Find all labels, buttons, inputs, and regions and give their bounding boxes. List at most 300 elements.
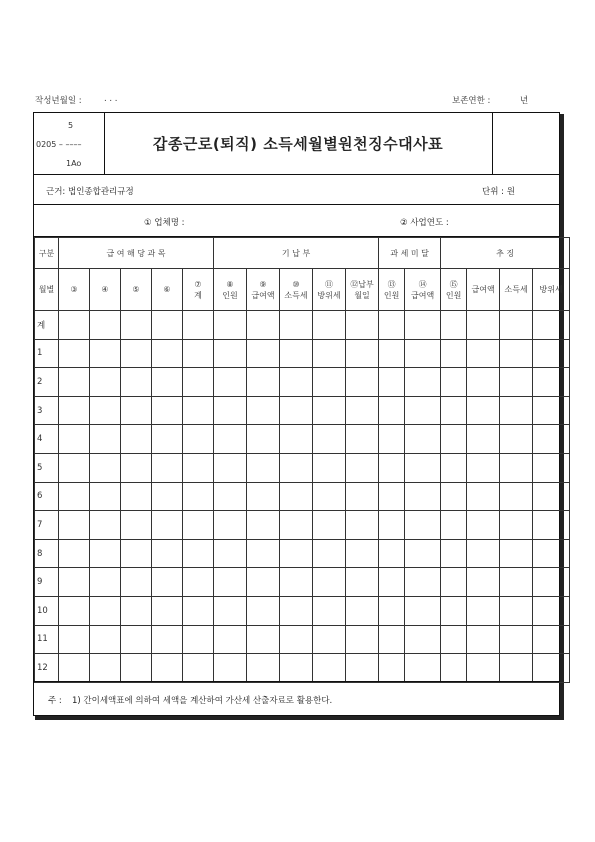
table-cell[interactable] bbox=[183, 368, 214, 397]
table-cell[interactable] bbox=[121, 396, 152, 425]
table-cell[interactable] bbox=[500, 396, 533, 425]
row-month-label: 9 bbox=[35, 568, 59, 597]
table-cell[interactable] bbox=[405, 339, 441, 368]
table-cell[interactable] bbox=[90, 339, 121, 368]
table-cell[interactable] bbox=[379, 453, 405, 482]
sub-header-num: ④ bbox=[101, 285, 109, 294]
table-cell[interactable] bbox=[121, 511, 152, 540]
table-cell[interactable] bbox=[405, 368, 441, 397]
table-cell[interactable] bbox=[313, 368, 346, 397]
table-cell[interactable] bbox=[121, 625, 152, 654]
table-row bbox=[35, 396, 570, 425]
table-cell[interactable] bbox=[346, 596, 379, 625]
sub-header-num: ⑨ bbox=[259, 279, 267, 289]
sub-header-label: 급여액 bbox=[471, 285, 495, 294]
footnote-text: 1) 간이세액표에 의하여 세액을 계산하여 가산세 산출자료로 활용한다. bbox=[72, 696, 333, 706]
table-cell[interactable] bbox=[183, 311, 214, 340]
table-row bbox=[35, 511, 570, 540]
table-cell[interactable] bbox=[405, 654, 441, 683]
table-cell[interactable] bbox=[247, 482, 280, 511]
table-row bbox=[35, 596, 570, 625]
table-cell[interactable] bbox=[152, 425, 183, 454]
table-cell[interactable] bbox=[441, 453, 467, 482]
sub-header-num: ⑭ bbox=[418, 279, 427, 289]
table-cell[interactable] bbox=[313, 596, 346, 625]
collect-header: 추 징 bbox=[441, 238, 570, 269]
table-cell[interactable] bbox=[379, 396, 405, 425]
table-cell[interactable] bbox=[405, 425, 441, 454]
table-cell[interactable] bbox=[500, 339, 533, 368]
row-month-label: 1 bbox=[35, 339, 59, 368]
table-row bbox=[35, 311, 570, 340]
row-month-label: 8 bbox=[35, 539, 59, 568]
form-header bbox=[34, 113, 559, 175]
table-cell[interactable] bbox=[346, 453, 379, 482]
sub-header-label: 계 bbox=[194, 290, 202, 300]
table-cell[interactable] bbox=[379, 654, 405, 683]
table-cell[interactable] bbox=[467, 539, 500, 568]
table-cell[interactable] bbox=[152, 339, 183, 368]
table-cell[interactable] bbox=[313, 625, 346, 654]
table-row bbox=[35, 654, 570, 683]
table-cell[interactable] bbox=[280, 311, 313, 340]
table-cell[interactable] bbox=[441, 539, 467, 568]
table-cell[interactable] bbox=[500, 568, 533, 597]
paid-header: 기 납 부 bbox=[214, 238, 379, 269]
table-cell[interactable] bbox=[90, 396, 121, 425]
table-cell[interactable] bbox=[379, 511, 405, 540]
unit-text: 단위 : 원 bbox=[482, 187, 515, 197]
table-cell[interactable] bbox=[152, 654, 183, 683]
retention-label: 보존연한 : bbox=[452, 96, 491, 106]
table-cell[interactable] bbox=[533, 339, 570, 368]
row-month-label: 11 bbox=[35, 625, 59, 654]
table-cell[interactable] bbox=[405, 511, 441, 540]
table-cell[interactable] bbox=[183, 425, 214, 454]
table-cell[interactable] bbox=[214, 482, 247, 511]
sub-header-12 bbox=[405, 269, 441, 311]
table-cell[interactable] bbox=[59, 425, 90, 454]
table-cell[interactable] bbox=[467, 425, 500, 454]
table-cell[interactable] bbox=[280, 568, 313, 597]
withholding-table bbox=[34, 237, 570, 683]
table-cell[interactable] bbox=[121, 596, 152, 625]
table-cell[interactable] bbox=[90, 568, 121, 597]
row-month-label: 7 bbox=[35, 511, 59, 540]
table-cell[interactable] bbox=[280, 368, 313, 397]
table-cell[interactable] bbox=[247, 339, 280, 368]
form-sheet bbox=[33, 112, 563, 716]
footnote-prefix: 주 : bbox=[48, 696, 62, 706]
table-cell[interactable] bbox=[90, 453, 121, 482]
table-cell[interactable] bbox=[214, 368, 247, 397]
table-cell[interactable] bbox=[441, 311, 467, 340]
form-code-box bbox=[34, 113, 105, 174]
table-cell[interactable] bbox=[280, 339, 313, 368]
table-row bbox=[35, 453, 570, 482]
table-cell[interactable] bbox=[280, 654, 313, 683]
table-cell[interactable] bbox=[313, 339, 346, 368]
table-cell[interactable] bbox=[90, 425, 121, 454]
table-cell[interactable] bbox=[313, 482, 346, 511]
info-row bbox=[34, 205, 559, 237]
table-cell[interactable] bbox=[467, 596, 500, 625]
table-cell[interactable] bbox=[405, 596, 441, 625]
table-cell[interactable] bbox=[214, 311, 247, 340]
sub-header-label: 급여액 bbox=[251, 290, 275, 300]
table-cell[interactable] bbox=[183, 482, 214, 511]
table-cell[interactable] bbox=[441, 654, 467, 683]
table-cell[interactable] bbox=[500, 368, 533, 397]
approval-box bbox=[492, 113, 559, 174]
table-cell[interactable] bbox=[121, 568, 152, 597]
table-cell[interactable] bbox=[183, 396, 214, 425]
sub-header-7 bbox=[247, 269, 280, 311]
table-row bbox=[35, 425, 570, 454]
sub-header-1 bbox=[59, 269, 90, 311]
sub-header-num: ⑫납부 bbox=[350, 279, 374, 289]
sub-header-num: ③ bbox=[70, 285, 78, 294]
table-cell[interactable] bbox=[280, 596, 313, 625]
sub-header-num: ⑬ bbox=[387, 279, 396, 289]
table-cell[interactable] bbox=[379, 596, 405, 625]
table-cell[interactable] bbox=[214, 596, 247, 625]
table-cell[interactable] bbox=[280, 425, 313, 454]
table-cell[interactable] bbox=[152, 596, 183, 625]
table-cell[interactable] bbox=[152, 453, 183, 482]
sub-header-9 bbox=[313, 269, 346, 311]
sub-header-16 bbox=[533, 269, 570, 311]
table-cell[interactable] bbox=[467, 368, 500, 397]
table-cell[interactable] bbox=[121, 339, 152, 368]
table-cell[interactable] bbox=[59, 339, 90, 368]
created-date-label: 작성년월일 : bbox=[35, 96, 82, 106]
table-cell[interactable] bbox=[121, 311, 152, 340]
table-cell[interactable] bbox=[346, 311, 379, 340]
table-cell[interactable] bbox=[59, 368, 90, 397]
table-row bbox=[35, 339, 570, 368]
row-month-label: 계 bbox=[35, 311, 59, 340]
sub-header-8 bbox=[280, 269, 313, 311]
table-cell[interactable] bbox=[214, 425, 247, 454]
table-cell[interactable] bbox=[533, 596, 570, 625]
sub-header-num: ⑮ bbox=[449, 279, 458, 289]
table-cell[interactable] bbox=[183, 654, 214, 683]
table-cell[interactable] bbox=[247, 539, 280, 568]
table-cell[interactable] bbox=[533, 625, 570, 654]
table-cell[interactable] bbox=[533, 511, 570, 540]
sub-header-num: ⑦ bbox=[194, 279, 202, 289]
sub-header-4 bbox=[152, 269, 183, 311]
table-cell[interactable] bbox=[183, 339, 214, 368]
table-row bbox=[35, 482, 570, 511]
year-label: ② 사업연도 : bbox=[400, 218, 449, 228]
table-cell[interactable] bbox=[280, 482, 313, 511]
table-cell[interactable] bbox=[247, 396, 280, 425]
table-cell[interactable] bbox=[90, 539, 121, 568]
table-row bbox=[35, 568, 570, 597]
table-cell[interactable] bbox=[59, 482, 90, 511]
retention-unit: 년 bbox=[520, 96, 529, 106]
table-cell[interactable] bbox=[214, 568, 247, 597]
table-cell[interactable] bbox=[533, 539, 570, 568]
table-cell[interactable] bbox=[247, 368, 280, 397]
table-cell[interactable] bbox=[90, 511, 121, 540]
table-cell[interactable] bbox=[379, 568, 405, 597]
table-cell[interactable] bbox=[280, 453, 313, 482]
sub-header-label: 월일 bbox=[354, 290, 370, 300]
table-cell[interactable] bbox=[346, 396, 379, 425]
table-cell[interactable] bbox=[280, 511, 313, 540]
table-cell[interactable] bbox=[59, 511, 90, 540]
table-cell[interactable] bbox=[121, 654, 152, 683]
category-header: 구분 bbox=[35, 238, 59, 269]
month-header: 월별 bbox=[35, 269, 59, 311]
table-cell[interactable] bbox=[59, 453, 90, 482]
table-cell[interactable] bbox=[214, 539, 247, 568]
table-cell[interactable] bbox=[533, 396, 570, 425]
sub-header-label: 방위세 bbox=[317, 290, 341, 300]
table-cell[interactable] bbox=[500, 511, 533, 540]
table-cell[interactable] bbox=[500, 625, 533, 654]
row-month-label: 5 bbox=[35, 453, 59, 482]
table-cell[interactable] bbox=[59, 596, 90, 625]
table-cell[interactable] bbox=[59, 654, 90, 683]
table-cell[interactable] bbox=[90, 596, 121, 625]
table-cell[interactable] bbox=[346, 339, 379, 368]
table-cell[interactable] bbox=[183, 625, 214, 654]
table-cell[interactable] bbox=[405, 568, 441, 597]
table-cell[interactable] bbox=[183, 596, 214, 625]
table-cell[interactable] bbox=[346, 511, 379, 540]
row-month-label: 10 bbox=[35, 596, 59, 625]
table-cell[interactable] bbox=[379, 339, 405, 368]
table-cell[interactable] bbox=[152, 311, 183, 340]
table-cell[interactable] bbox=[500, 539, 533, 568]
table-cell[interactable] bbox=[59, 396, 90, 425]
table-cell[interactable] bbox=[379, 311, 405, 340]
table-cell[interactable] bbox=[500, 482, 533, 511]
table-cell[interactable] bbox=[467, 311, 500, 340]
sub-header-label: 인원 bbox=[222, 290, 238, 300]
table-cell[interactable] bbox=[313, 539, 346, 568]
table-cell[interactable] bbox=[152, 625, 183, 654]
table-cell[interactable] bbox=[441, 596, 467, 625]
table-cell[interactable] bbox=[214, 453, 247, 482]
table-cell[interactable] bbox=[152, 482, 183, 511]
table-cell[interactable] bbox=[313, 511, 346, 540]
sub-header-num: ⑩ bbox=[292, 279, 300, 289]
table-cell[interactable] bbox=[152, 396, 183, 425]
sub-header-6 bbox=[214, 269, 247, 311]
table-cell[interactable] bbox=[214, 625, 247, 654]
table-cell[interactable] bbox=[121, 425, 152, 454]
sub-header-10 bbox=[346, 269, 379, 311]
table-cell[interactable] bbox=[467, 654, 500, 683]
sub-header-3 bbox=[121, 269, 152, 311]
table-cell[interactable] bbox=[379, 482, 405, 511]
table-cell[interactable] bbox=[467, 453, 500, 482]
footnote bbox=[34, 681, 559, 716]
table-cell[interactable] bbox=[280, 539, 313, 568]
table-cell[interactable] bbox=[533, 368, 570, 397]
table-cell[interactable] bbox=[247, 568, 280, 597]
table-cell[interactable] bbox=[313, 311, 346, 340]
code-line-1: 5 bbox=[68, 121, 74, 130]
table-cell[interactable] bbox=[152, 539, 183, 568]
table-cell[interactable] bbox=[533, 453, 570, 482]
table-cell[interactable] bbox=[405, 311, 441, 340]
table-cell[interactable] bbox=[467, 511, 500, 540]
table-cell[interactable] bbox=[500, 453, 533, 482]
table-cell[interactable] bbox=[346, 654, 379, 683]
table-cell[interactable] bbox=[346, 482, 379, 511]
code-line-3: 1Ao bbox=[66, 159, 82, 168]
created-date-value: . . . bbox=[104, 94, 118, 104]
row-month-label: 4 bbox=[35, 425, 59, 454]
table-cell[interactable] bbox=[121, 453, 152, 482]
table-cell[interactable] bbox=[379, 425, 405, 454]
sub-header-11 bbox=[379, 269, 405, 311]
table-cell[interactable] bbox=[90, 482, 121, 511]
table-cell[interactable] bbox=[152, 568, 183, 597]
table-cell[interactable] bbox=[90, 625, 121, 654]
table-cell[interactable] bbox=[152, 368, 183, 397]
row-month-label: 12 bbox=[35, 654, 59, 683]
table-cell[interactable] bbox=[247, 425, 280, 454]
table-cell[interactable] bbox=[183, 539, 214, 568]
sub-header-14 bbox=[467, 269, 500, 311]
code-line-2: 0205 – –––– bbox=[36, 140, 82, 149]
table-cell[interactable] bbox=[379, 539, 405, 568]
sub-header-num: ⑥ bbox=[163, 285, 171, 294]
sub-header-num: ⑧ bbox=[226, 279, 234, 289]
sub-header-num: ⑪ bbox=[325, 279, 334, 289]
group-header-row bbox=[35, 238, 570, 269]
table-row bbox=[35, 368, 570, 397]
table-cell[interactable] bbox=[533, 654, 570, 683]
table-cell[interactable] bbox=[441, 339, 467, 368]
table-cell[interactable] bbox=[247, 311, 280, 340]
table-cell[interactable] bbox=[346, 568, 379, 597]
table-cell[interactable] bbox=[441, 482, 467, 511]
table-cell[interactable] bbox=[183, 511, 214, 540]
basis-row bbox=[34, 175, 559, 205]
table-cell[interactable] bbox=[280, 396, 313, 425]
table-cell[interactable] bbox=[346, 625, 379, 654]
table-cell[interactable] bbox=[313, 396, 346, 425]
table-cell[interactable] bbox=[467, 625, 500, 654]
table-cell[interactable] bbox=[500, 596, 533, 625]
table-cell[interactable] bbox=[405, 453, 441, 482]
table-cell[interactable] bbox=[346, 368, 379, 397]
table-cell[interactable] bbox=[441, 396, 467, 425]
sub-header-15 bbox=[500, 269, 533, 311]
table-cell[interactable] bbox=[379, 625, 405, 654]
table-cell[interactable] bbox=[59, 311, 90, 340]
table-cell[interactable] bbox=[467, 339, 500, 368]
row-month-label: 6 bbox=[35, 482, 59, 511]
table-cell[interactable] bbox=[280, 625, 313, 654]
sub-header-label: 인원 bbox=[383, 290, 400, 300]
sub-header-2 bbox=[90, 269, 121, 311]
table-cell[interactable] bbox=[500, 654, 533, 683]
table-cell[interactable] bbox=[247, 511, 280, 540]
table-cell[interactable] bbox=[214, 396, 247, 425]
discrepancy-header: 과 세 미 달 bbox=[379, 238, 441, 269]
table-cell[interactable] bbox=[121, 368, 152, 397]
table-cell[interactable] bbox=[533, 568, 570, 597]
sub-header-5 bbox=[183, 269, 214, 311]
table-cell[interactable] bbox=[467, 482, 500, 511]
company-label: ① 업체명 : bbox=[144, 218, 185, 228]
table-cell[interactable] bbox=[346, 425, 379, 454]
table-cell[interactable] bbox=[121, 539, 152, 568]
table-cell[interactable] bbox=[441, 368, 467, 397]
table-cell[interactable] bbox=[90, 654, 121, 683]
table-cell[interactable] bbox=[59, 625, 90, 654]
table-cell[interactable] bbox=[405, 482, 441, 511]
sub-header-label: 급여액 bbox=[410, 290, 435, 300]
table-cell[interactable] bbox=[313, 568, 346, 597]
sub-header-num: ⑤ bbox=[132, 285, 140, 294]
table-cell[interactable] bbox=[379, 368, 405, 397]
table-cell[interactable] bbox=[500, 311, 533, 340]
table-cell[interactable] bbox=[121, 482, 152, 511]
table-cell[interactable] bbox=[247, 596, 280, 625]
table-cell[interactable] bbox=[152, 511, 183, 540]
table-cell[interactable] bbox=[59, 539, 90, 568]
table-cell[interactable] bbox=[405, 539, 441, 568]
table-cell[interactable] bbox=[183, 568, 214, 597]
table-cell[interactable] bbox=[183, 453, 214, 482]
table-row bbox=[35, 625, 570, 654]
table-cell[interactable] bbox=[313, 453, 346, 482]
table-cell[interactable] bbox=[533, 425, 570, 454]
table-cell[interactable] bbox=[247, 654, 280, 683]
table-cell[interactable] bbox=[441, 625, 467, 654]
table-cell[interactable] bbox=[441, 425, 467, 454]
table-cell[interactable] bbox=[313, 425, 346, 454]
table-cell[interactable] bbox=[467, 568, 500, 597]
pay-header: 급 여 해 당 과 목 bbox=[59, 238, 214, 269]
table-cell[interactable] bbox=[500, 425, 533, 454]
table-cell[interactable] bbox=[441, 511, 467, 540]
sub-header-row bbox=[35, 269, 570, 311]
row-month-label: 3 bbox=[35, 396, 59, 425]
table-cell[interactable] bbox=[90, 368, 121, 397]
table-cell[interactable] bbox=[533, 311, 570, 340]
table-cell[interactable] bbox=[405, 625, 441, 654]
table-cell[interactable] bbox=[247, 453, 280, 482]
table-cell[interactable] bbox=[405, 396, 441, 425]
table-cell[interactable] bbox=[214, 511, 247, 540]
sub-header-label: 소득세 bbox=[504, 285, 528, 294]
table-cell[interactable] bbox=[59, 568, 90, 597]
table-cell[interactable] bbox=[346, 539, 379, 568]
table-cell[interactable] bbox=[214, 654, 247, 683]
table-cell[interactable] bbox=[214, 339, 247, 368]
row-month-label: 2 bbox=[35, 368, 59, 397]
table-cell[interactable] bbox=[533, 482, 570, 511]
table-cell[interactable] bbox=[247, 625, 280, 654]
table-cell[interactable] bbox=[90, 311, 121, 340]
sub-header-label: 방위세 bbox=[539, 285, 563, 294]
table-cell[interactable] bbox=[313, 654, 346, 683]
table-cell[interactable] bbox=[467, 396, 500, 425]
table-cell[interactable] bbox=[441, 568, 467, 597]
form-title: 갑종근로(퇴직) 소득세월별원천징수대사표 bbox=[104, 113, 493, 174]
